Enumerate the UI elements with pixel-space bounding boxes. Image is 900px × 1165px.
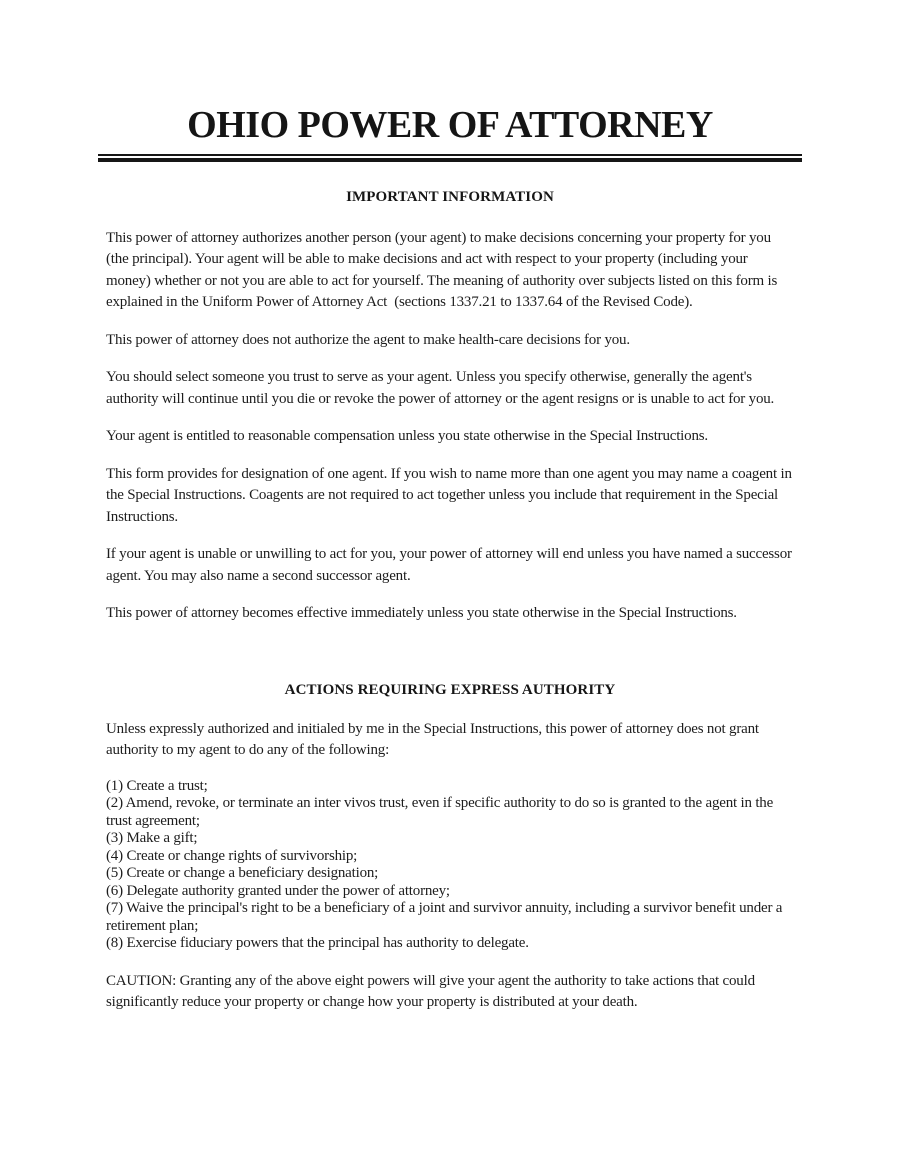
- paragraph-select-agent: You should select someone you trust to serve as your agent. Unless you specify otherwise, generally the agent's authority will continue until you die or revoke the power of attorney or the agent resigns or is unable to act for you.: [106, 369, 775, 407]
- title-divider-rule: [98, 154, 802, 162]
- list-item-6: (6) Delegate authority granted under the power of attorney;: [106, 882, 450, 899]
- list-item-4: (4) Create or change rights of survivorship;: [106, 847, 358, 864]
- list-item-7: (7) Waive the principal's right to be a beneficiary of a joint and survivor annuity, including a survivor benefit under a retirement plan;: [106, 900, 786, 934]
- document-title: OHIO POWER OF ATTORNEY: [187, 104, 713, 146]
- numbered-list: [106, 778, 794, 953]
- list-item-2: (2) Amend, revoke, or terminate an inter vivos trust, even if specific authority to do so is granted to the agent in the trust agreement;: [106, 795, 777, 829]
- paragraph-health-care: This power of attorney does not authorize the agent to make health-care decisions for you.: [106, 331, 630, 348]
- important-information-heading: IMPORTANT INFORMATION: [346, 188, 554, 205]
- list-item-3: (3) Make a gift;: [106, 830, 198, 846]
- express-authority-intro: Unless expressly authorized and initialed by me in the Special Instructions, this power of attorney does not grant authority to my agent to do any of the following:: [106, 720, 763, 758]
- express-authority-heading: ACTIONS REQUIRING EXPRESS AUTHORITY: [284, 681, 616, 698]
- list-item-5: (5) Create or change a beneficiary designation;: [106, 865, 379, 881]
- list-item-8: (8) Exercise fiduciary powers that the principal has authority to delegate.: [106, 935, 529, 951]
- paragraph-effective-immediately: This power of attorney becomes effective immediately unless you state otherwise in the Special Instructions.: [106, 605, 737, 621]
- caution-paragraph: CAUTION: Granting any of the above eight powers will give your agent the authority to take actions that could significantly reduce your property or change how your property is distributed at your death.: [106, 972, 759, 1010]
- paragraph-one-agent: This form provides for designation of one agent. If you wish to name more than one agent you may name a coagent in the Special Instructions. Coagents are not required to act together unless you include that requirement in the Special Instructions.: [106, 465, 796, 525]
- paragraph-successor-agent: If your agent is unable or unwilling to act for you, your power of attorney will end unless you have named a successor agent. You may also name a second successor agent.: [106, 546, 796, 584]
- paragraph-compensation: Your agent is entitled to reasonable compensation unless you state otherwise in the Special Instructions.: [106, 428, 708, 444]
- list-item-1: (1) Create a trust;: [106, 777, 208, 794]
- paragraph-authorizes: This power of attorney authorizes another person (your agent) to make decisions concerning your property for you (the principal). Your agent will be able to make decisions and act with respect to your property (including your money) whether or not you are able to act for yourself. The meaning of authority over subjects listed on this form is explained in the Uniform Power of Attorney Act (sections 1337.21 to 1337.64 of the Revised Code).: [106, 229, 781, 310]
